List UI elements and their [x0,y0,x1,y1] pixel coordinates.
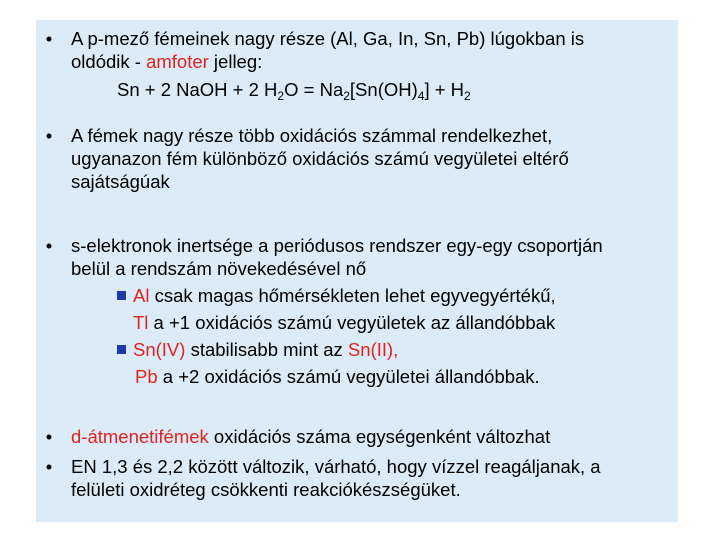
eq-part: O = Na [284,79,344,100]
highlight-pb: Pb [135,366,158,387]
text-line: belül a rendszám növekedésével nő [71,258,367,279]
text-run: jelleg: [208,51,263,72]
bullet-dot: • [45,28,53,49]
highlight-sn-iv: Sn(IV) [133,339,186,360]
text-line: felületi oxidréteg csökkenti reakciókészségüket. [71,479,461,500]
square-bullet-icon [117,345,126,354]
eq-part: [Sn(OH) [349,79,418,100]
text-line: A fémek nagy része több oxidációs számmal rendelkezhet, [71,125,553,146]
text-line: ugyanazon fém különböző oxidációs számú vegyületei eltérő [71,148,569,169]
sub-item-pb [71,365,603,388]
eq-part: ] + H [424,79,465,100]
text-run: oxidációs száma egységenként változhat [208,426,551,447]
text-line [71,50,584,73]
bullet-dot: • [45,125,53,146]
text-line: s-elektronok inertsége a periódusos rendszer egy-egy csoportján [71,235,603,256]
text-run: stabilisabb mint az [185,339,348,360]
sub-item-al [71,284,603,307]
bullet-dot: • [45,426,53,447]
bullet-dot: • [45,235,53,256]
text-run: csak magas hőmérsékleten lehet egyvegyértékű, [149,285,556,306]
square-bullet-icon [117,291,126,300]
eq-subscript: 2 [343,89,350,103]
text-line [71,425,550,448]
bullet-text [71,425,550,448]
text-line: sajátságúak [71,171,170,192]
bullet-text [71,234,603,388]
text-run: oldódik - [71,51,147,72]
text-run: a +1 oxidációs számú vegyületek az állandóbbak [148,312,556,333]
bullet-dot: • [45,456,53,477]
sub-item-tl [71,311,603,334]
eq-subscript: 4 [417,89,425,103]
highlight-al: Al [133,285,150,306]
bullet-text [71,455,601,501]
text-line: EN 1,3 és 2,2 között változik, várható, hogy vízzel reagáljanak, a [71,456,601,477]
eq-subscript: 2 [464,89,471,103]
highlight-d-atmenetifemek: d-átmenetifémek [71,426,209,447]
bullet-text [71,124,569,193]
highlight-sn-ii: Sn(II), [347,339,399,360]
chemical-equation [71,78,584,101]
highlight-tl: Tl [133,312,149,333]
eq-part: Sn + 2 NaOH + 2 H [117,79,278,100]
sub-item-sn [71,338,603,361]
eq-subscript: 2 [277,89,285,103]
highlight-amfoter: amfoter [146,51,209,72]
text-run: a +2 oxidációs számú vegyületei állandóbbak. [157,366,540,387]
text-line: A p-mező fémeinek nagy része (Al, Ga, In, Sn, Pb) lúgokban is [71,28,585,49]
bullet-text [71,27,584,101]
